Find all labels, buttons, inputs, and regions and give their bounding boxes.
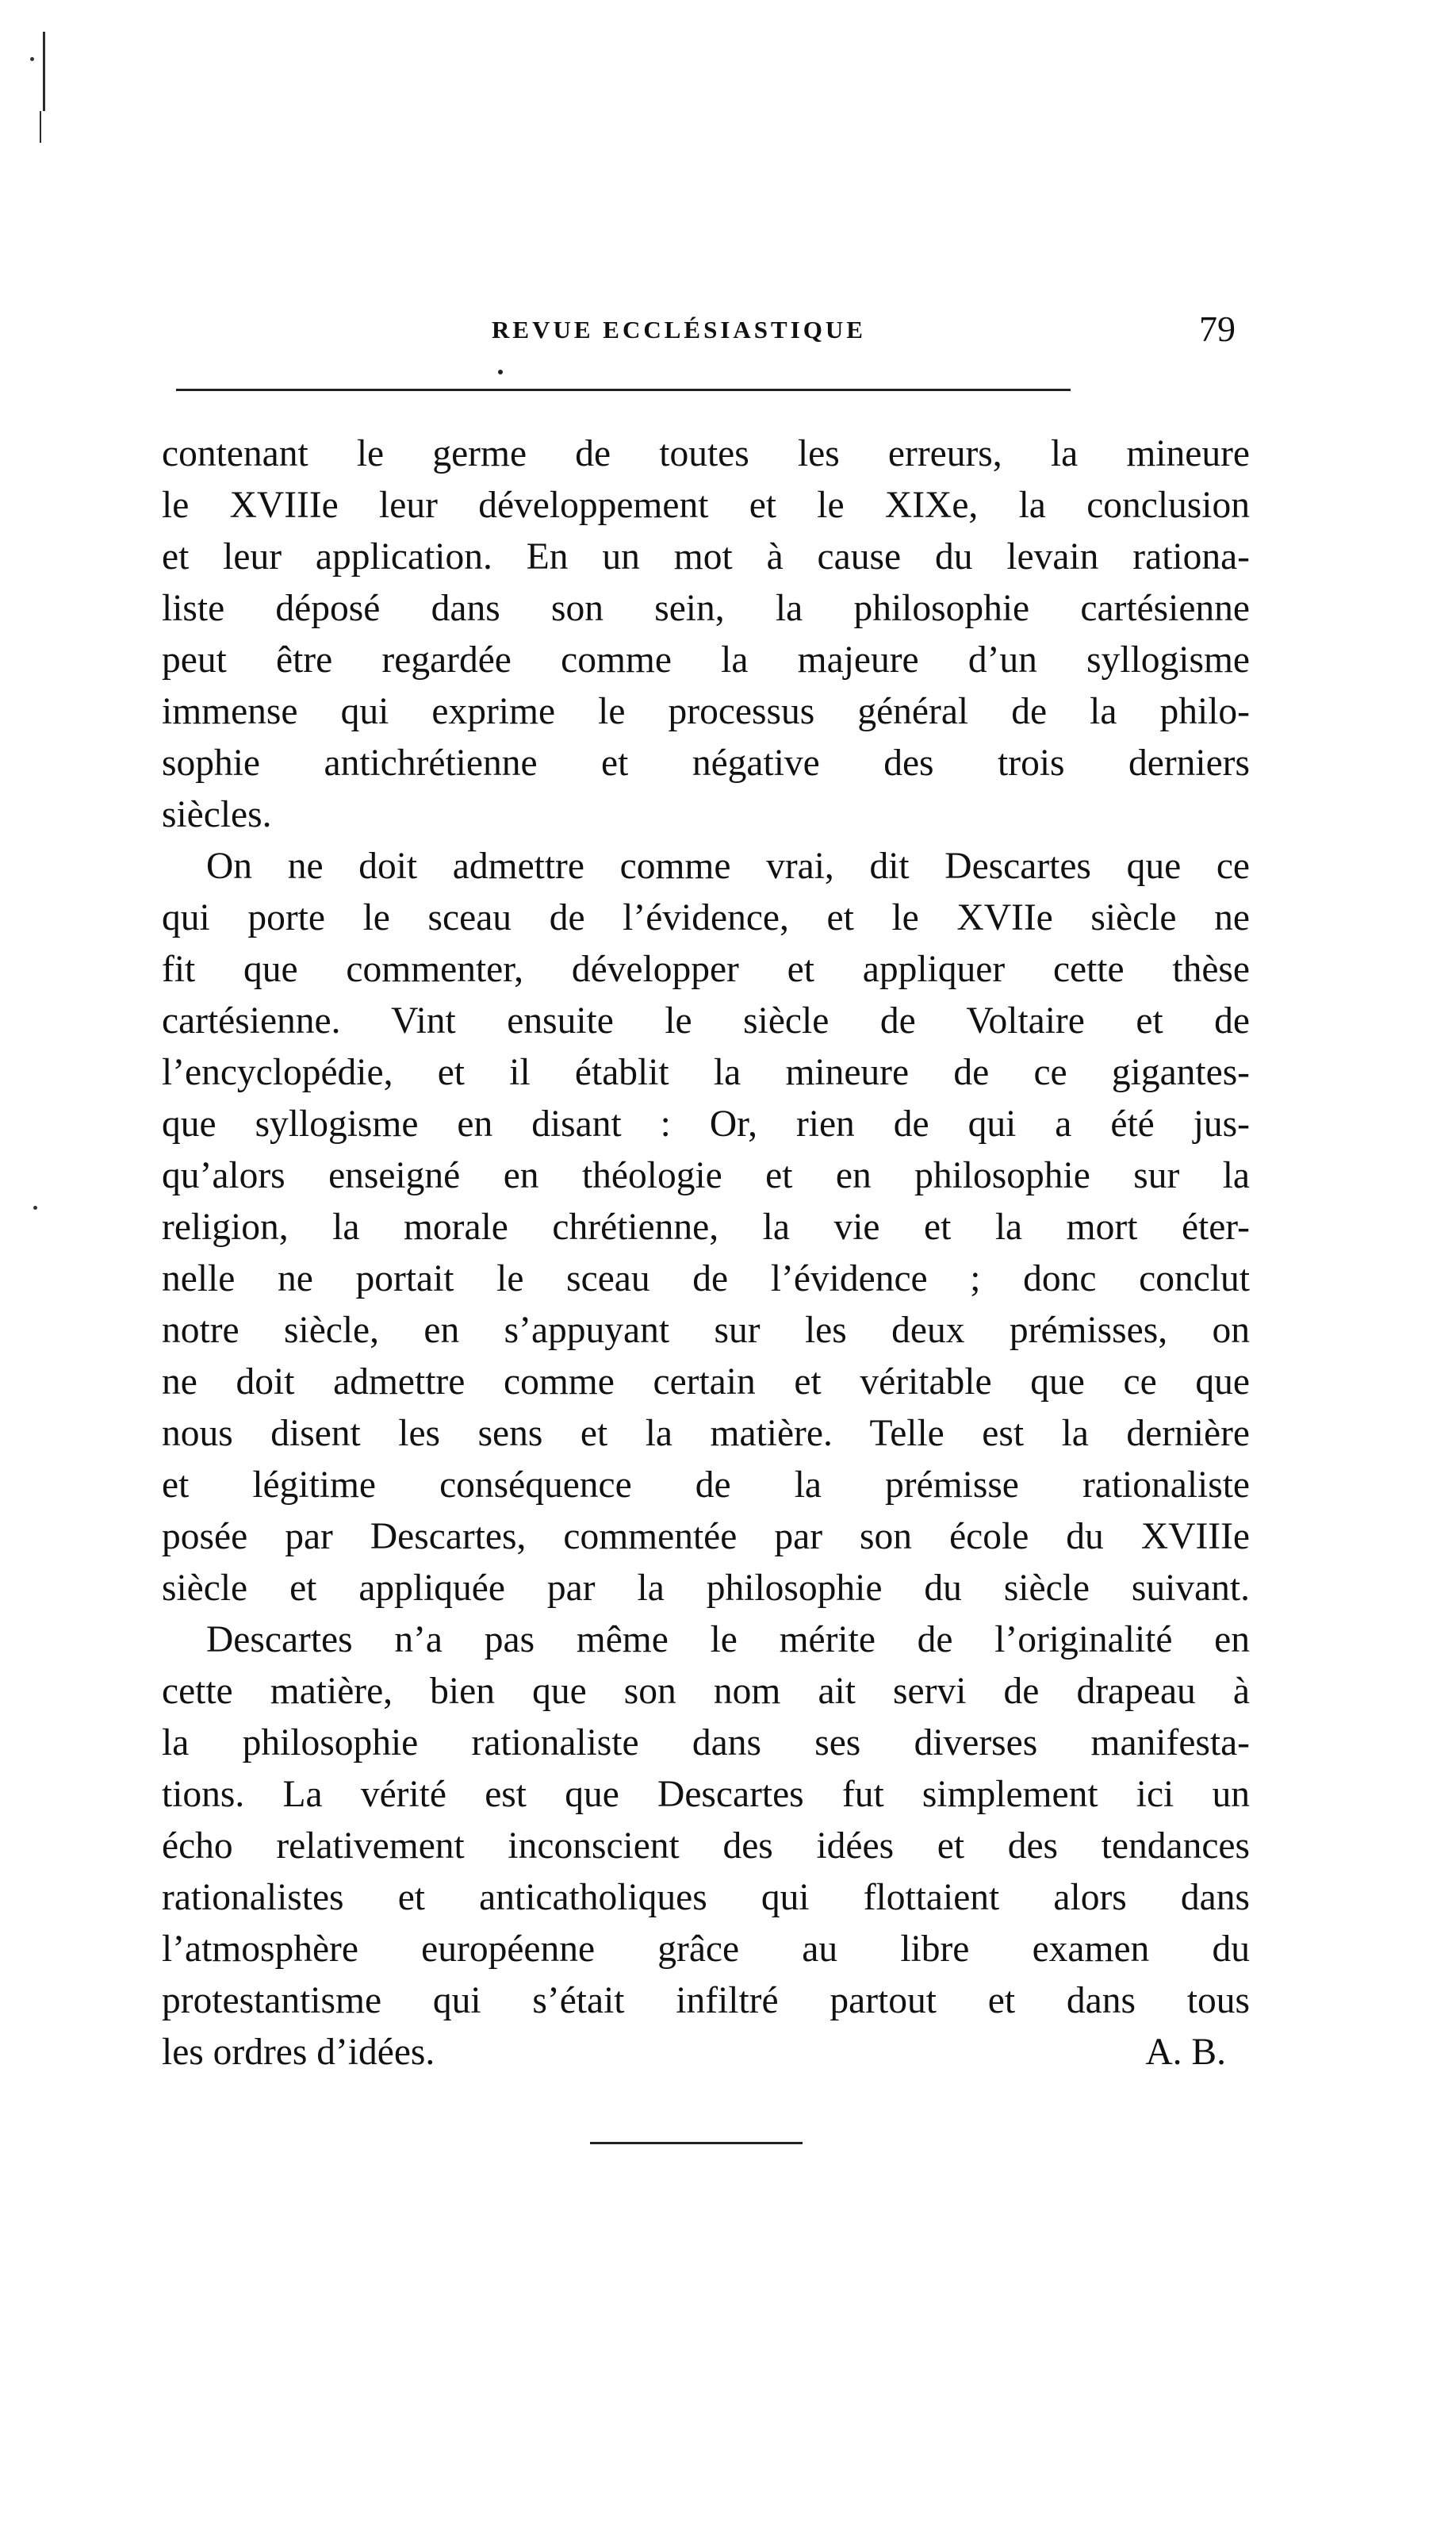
text-line: siècle et appliquée par la philosophie du siècle suivant.: [162, 1568, 1250, 1609]
text-line: nous disent les sens et la matière. Telle est la dernière: [162, 1413, 1250, 1454]
header-rule: [176, 389, 1071, 391]
text-line: cette matière, bien que son nom ait servi de drapeau à: [162, 1671, 1250, 1712]
text-line: fit que commenter, développer et appliquer cette thèse: [162, 949, 1250, 990]
margin-speck: [33, 1206, 37, 1210]
text-line: qu’alors enseigné en théologie et en philosophie sur la: [162, 1155, 1250, 1196]
text-line: nelle ne portait le sceau de l’évidence ; donc conclut: [162, 1258, 1250, 1299]
text-line: On ne doit admettre comme vrai, dit Descartes que ce: [206, 846, 1250, 887]
text-line: notre siècle, en s’appuyant sur les deux prémisses, on: [162, 1310, 1250, 1351]
text-line: contenant le germe de toutes les erreurs, la mineure: [162, 433, 1250, 474]
text-line: ne doit admettre comme certain et véritable que ce que: [162, 1361, 1250, 1403]
margin-scan-mark: [40, 111, 41, 143]
end-rule: [590, 2142, 803, 2144]
text-line: le XVIIIe leur développement et le XIXe, la conclusion: [162, 485, 1250, 526]
text-line: rationalistes et anticatholiques qui flottaient alors dans: [162, 1877, 1250, 1918]
text-line: siècles.: [162, 794, 272, 835]
text-line: posée par Descartes, commentée par son école du XVIIIe: [162, 1516, 1250, 1557]
article-body: [162, 428, 1250, 2078]
text-line: tions. La vérité est que Descartes fut simplement ici un: [162, 1774, 1250, 1815]
text-line: Descartes n’a pas même le mérite de l’originalité en: [206, 1619, 1250, 1660]
closing-line: [162, 2027, 1250, 2078]
running-head: [0, 305, 1456, 352]
text-line: immense qui exprime le processus général de la philo-: [162, 691, 1250, 732]
text-line: et légitime conséquence de la prémisse rationaliste: [162, 1464, 1250, 1506]
margin-scan-mark: [43, 32, 45, 111]
text-line: la philosophie rationaliste dans ses diverses manifesta-: [162, 1722, 1250, 1763]
text-line: sophie antichrétienne et négative des trois derniers: [162, 743, 1250, 784]
author-signature: A. B.: [1145, 2032, 1226, 2073]
text-line: qui porte le sceau de l’évidence, et le XVIIe siècle ne: [162, 897, 1250, 938]
text-line: liste déposé dans son sein, la philosophie cartésienne: [162, 588, 1250, 629]
page-number: 79: [1199, 309, 1236, 349]
text-line: protestantisme qui s’était infiltré partout et dans tous: [162, 1980, 1250, 2021]
journal-title: REVUE ECCLÉSIASTIQUE: [492, 316, 866, 343]
header-speck: [498, 370, 503, 374]
margin-speck: [30, 57, 34, 61]
text-line: cartésienne. Vint ensuite le siècle de Voltaire et de: [162, 1000, 1250, 1042]
text-line: religion, la morale chrétienne, la vie et la mort éter-: [162, 1207, 1250, 1248]
text-line: les ordres d’idées.: [162, 2032, 435, 2073]
text-line: que syllogisme en disant : Or, rien de qui a été jus-: [162, 1103, 1250, 1145]
text-line: l’atmosphère européenne grâce au libre examen du: [162, 1928, 1250, 1970]
text-line: peut être regardée comme la majeure d’un syllogisme: [162, 639, 1250, 681]
text-line: l’encyclopédie, et il établit la mineure de ce gigantes-: [162, 1052, 1250, 1093]
text-line: et leur application. En un mot à cause du levain rationa-: [162, 536, 1250, 578]
text-line: écho relativement inconscient des idées et des tendances: [162, 1825, 1250, 1867]
